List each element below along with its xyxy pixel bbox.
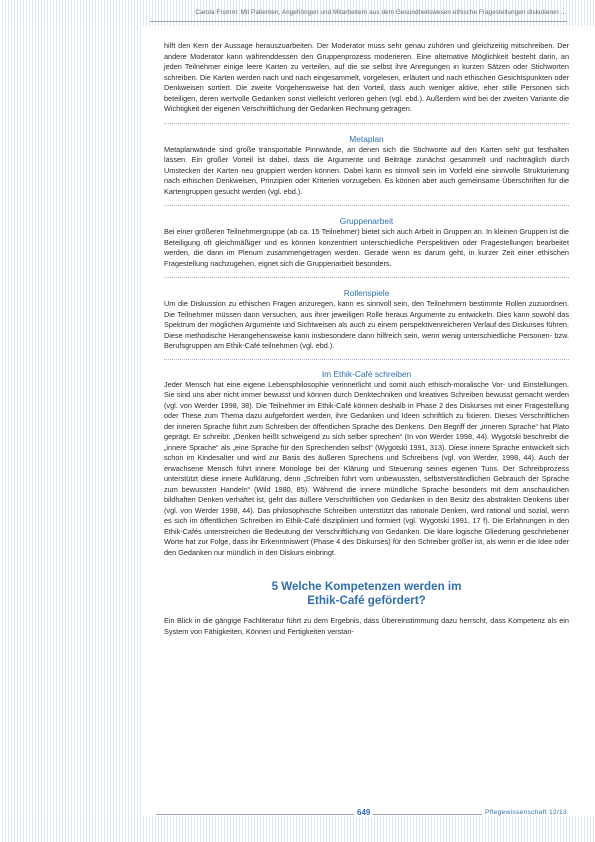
section-heading-rollenspiele: Rollenspiele — [343, 288, 390, 298]
left-margin-stripe — [0, 26, 143, 816]
section-body-metaplan: Metaplanwände sind große transportable Pinnwände, an denen sich die Stichworte auf den Karten sehr gut festhalten lassen. Ein großer Vorteil ist dabei, dass die Argumente und Beiträge zunächst gesammelt und nachträglich durch Umstecken der Karten neu gruppiert werden können. Dabei kann es sinnvoll sein im Vorfeld eine sinnvolle Strukturierung nach ethischen Denkweisen, Prinzipien oder Kriterien vorzugeben. Es können aber auch gemeinsame Überschriften für die Kartengruppen gesucht werden (vgl. ebd.). — [164, 144, 569, 196]
footer-band — [0, 816, 595, 842]
chapter-body: Ein Blick in die gängige Fachliteratur führt zu dem Ergebnis, dass Übereinstimmung dazu herrscht, dass Kompetenz als ein System von Fähigkeiten, Können und Fertigkeiten verstan- — [164, 616, 569, 636]
section-body-rollenspiele: Um die Diskussion zu ethischen Fragen anzuregen, kann es sinnvoll sein, den Teilnehmern bestimmte Rollen zuzuordnen. Die Teilnehmer müssen dann versuchen, aus ihrer jeweiligen Rolle heraus Argumente zu entwickeln. Dies kann sowohl das Spektrum der möglichen Argumente und Sichtweisen als auch zu einem perspektivenreicheren Verlauf des Diskurses führen. Diese methodische Herangehensweise kann insbesondere dann hilfreich sein, wenn wenig unterschiedliche Personen- bzw. Berufsgruppen am Ethik-Café teilnehmen (vgl. ebd.). — [164, 299, 569, 350]
text-column — [164, 41, 569, 637]
intro-paragraph: hilft den Kern der Aussage herauszuarbeiten. Der Moderator muss sehr genau zuhören und gleichzeitig mitschreiben. Der andere Moderator kann währenddessen den Gruppenprozess moderieren. Eine alternative Möglichkeit besteht darin, an jeden Teilnehmer einige leere Karten zu verteilen, auf die sie selbst ihre Anregungen in kurzen Sätzen oder Stichworten schreiben. Die Karten werden nach und nach eingesammelt, vorgelesen, erläutert und nach ethischen Gesichtspunkten oder Denkweisen sortiert. Die zweite Vorgehensweise hat den Vorteil, dass auch weniger aktive, eher stille Personen sich beteiligen, deren wertvolle Gedanken sonst vielleicht verloren gehen (vgl. ebd.). Außerdem wird bei der zweiten Variante die Wichtigkeit der eigenen Verschriftlichung der Gedanken Rechnung getragen. — [164, 41, 569, 113]
chapter-heading-line-2: Ethik-Café gefördert? — [307, 594, 426, 607]
section-body-schreiben: Jeder Mensch hat eine eigene Lebensphilosophie verinnerlicht und somit auch ethisch-moralische Vor- und Einstellungen. Sie sind uns aber nicht immer bewusst und können durch Denktechniken und kreatives Schreiben bewusst gemacht werden (vgl. von Werder 1998, 38). Die Teilnehmer im Ethik-Café können deshalb in Phase 2 des Diskurses mit einer Fragestellung oder These zum Thema dazu aufgefordert werden, ihre Gedanken und Ideen schriftlich zu fixieren. Dieses Verschriftlichen der inneren Sprache führt zum Schreiben der öffentlichen Sprache des Denkens. Den Begriff der „inneren Sprache“ hat Plato geprägt. Er schreibt: „Denken heißt schweigend zu sich selber sprechen“ (In von Werder 1998, 44). Wygotski beschreibt die „innere Sprache“ als „eine Sprache für den Sprechenden selbst“ (Wygotski 1991, 313). Diese innere Sprache entwickelt sich schon im Kindesalter und wird zur Basis des äußeren Sprechens und Schreibens (vgl. von Werder, 1998, 44). Auch der erwachsene Mensch führt innere Monologe bei der Klärung und Steuerung seines eigenen Tuns. Der Schreibprozess unterstützt diese innere Aufklärung, denn „Schreiben führt vom unbewussten, selbstverständlichen Gebrauch der Sprache zum bewussten Handeln“ (Wild 1980, 85). Während die innere mündliche Sprache besonders mit dem anschaulichen bildhaften Denken verhaftet ist, geht das äußere Verschriftlichen von Gedanken in den Besitz des abstrakten Denkens über (vgl. von Werder 1998, 44). Das philosophische Schreiben unterstützt das rationale Denken, wird rational und sozial, wenn es sich im öffentlichen Schreiben im Ethik-Café diszipliniert und formiert (vgl. Wygotski 1991, 17 f). Die Erfahrungen in den Ethik-Cafés unterstreichen die Bedeutung der Verschriftlichung von Gedanken. Die klare logische Gliederung geschriebener Worte hat zur Folge, dass ihr Erkenntniswert (Phase 4 des Diskurses) für den Schreiber größer ist, als wenn er die Idee oder den Gedanken nur mündlich in den Diskurs einbringt. — [164, 379, 569, 557]
page-number: 649 — [354, 808, 373, 817]
section-heading-gruppenarbeit: Gruppenarbeit — [339, 216, 394, 226]
chapter-heading — [164, 580, 569, 608]
section-divider — [164, 277, 569, 278]
header-rule — [150, 21, 567, 22]
section-body-gruppenarbeit: Bei einer größeren Teilnehmergruppe (ab ca. 15 Teilnehmer) bietet sich auch Arbeit in Gruppen an. In kleinen Gruppen ist die Beteiligung oft gleichmäßiger und es können konzentriert unterschiedliche Perspektiven oder Fragestellungen bearbeitet werden, die dann im Plenum zusammengetragen werden. Gerade wenn es darum geht, in kurzer Zeit einer ethischen Fragestellung nachzugehen, eignet sich die Gruppenarbeit besonders. — [164, 227, 569, 268]
chapter-heading-line-1: 5 Welche Kompetenzen werden im — [271, 580, 462, 593]
running-head: Carola Fromm: Mit Patienten, Angehörigen und Mitarbeitern aus dem Gesundheitswesen ethische Fragestellungen diskutieren … — [195, 9, 567, 16]
section-divider — [164, 205, 569, 206]
section-divider — [164, 123, 569, 124]
journal-name: Pflegewissenschaft 12/13 — [482, 809, 567, 816]
section-heading-schreiben: Im Ethik-Café schreiben — [321, 368, 412, 379]
section-heading-metaplan: Metaplan — [349, 133, 384, 144]
section-divider — [164, 359, 569, 360]
